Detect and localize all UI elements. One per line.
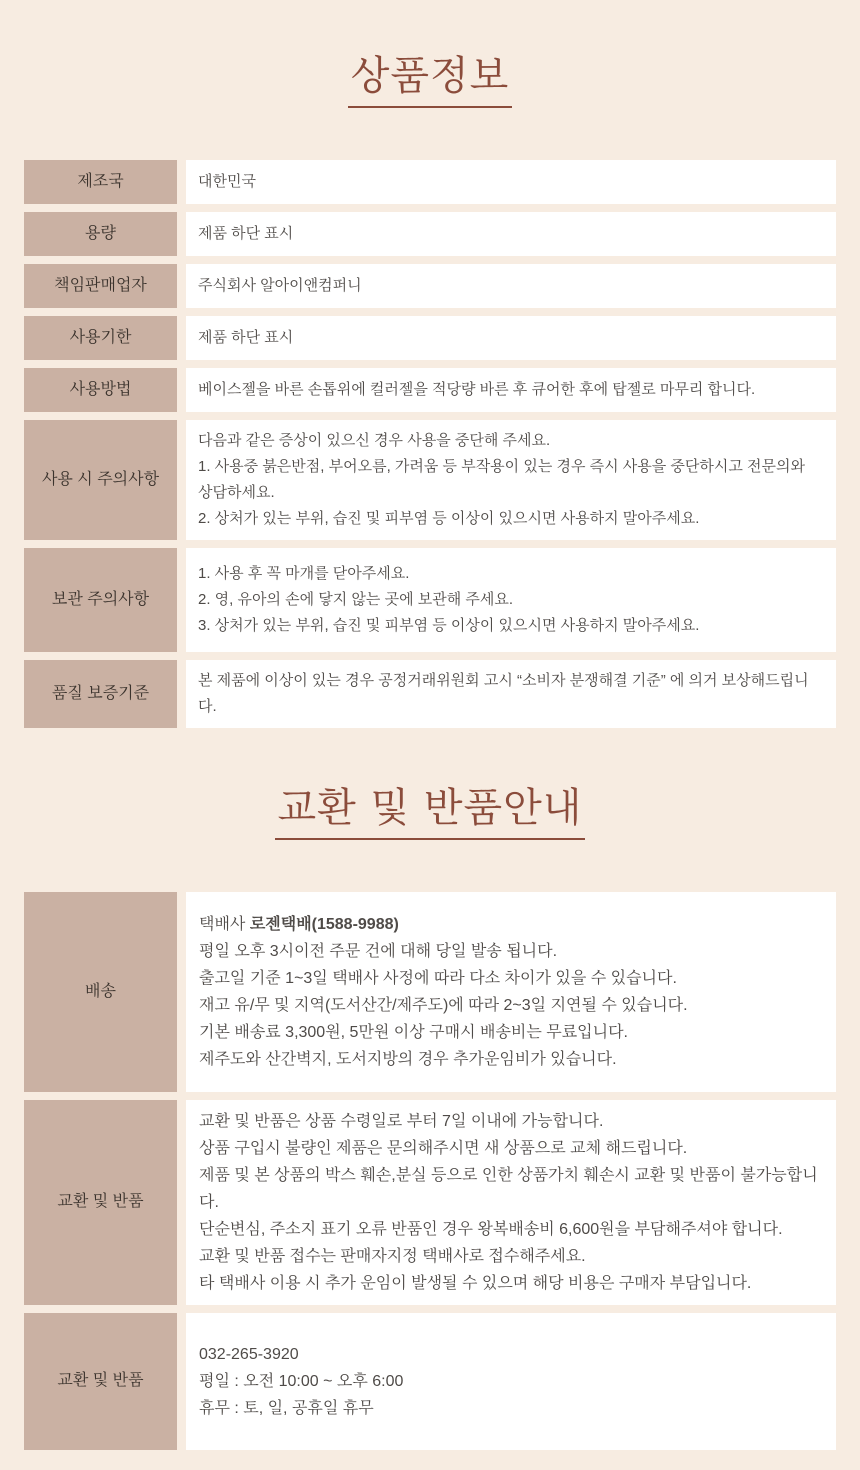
row-value — [186, 160, 836, 204]
row-value-line: 1. 사용 후 꼭 마개를 닫아주세요. — [198, 565, 410, 582]
table-row-seller — [24, 264, 836, 308]
exchange-return-title — [24, 786, 836, 840]
row-value-line: 베이스젤을 바른 손톱위에 컬러젤을 적당량 바른 후 큐어한 후에 탑젤로 마무리 합니다. — [198, 381, 756, 398]
row-value — [186, 892, 836, 1092]
row-value — [186, 368, 836, 412]
exchange-return-table — [24, 892, 836, 1450]
contact-phone-number: 032-265-3920 — [199, 1346, 299, 1363]
row-value — [186, 264, 836, 308]
row-value-line: 1. 사용중 붉은반점, 부어오름, 가려움 등 부작용이 있는 경우 즉시 사용을 중단하시고 전문의와 상담하세요. — [198, 458, 805, 501]
table-row-expiry — [24, 316, 836, 360]
row-value-line: 주식회사 알아이앤컴퍼니 — [198, 277, 362, 294]
row-value-line: 다음과 같은 증상이 있으신 경우 사용을 중단해 주세요. — [198, 432, 551, 449]
product-info-title — [24, 54, 836, 108]
row-value-line: 단순변심, 주소지 표기 오류 반품인 경우 왕복배송비 6,600원을 부담해주셔야 합니다. — [199, 1221, 783, 1238]
row-value-line: 2. 상처가 있는 부위, 습진 및 피부염 등 이상이 있으시면 사용하지 말아주세요. — [198, 510, 700, 527]
row-value-line: 상품 구입시 불량인 제품은 문의해주시면 새 상품으로 교체 해드립니다. — [199, 1140, 688, 1157]
row-label: 교환 및 반품 — [24, 1313, 177, 1450]
row-label: 제조국 — [24, 160, 177, 204]
row-value — [186, 420, 836, 540]
table-row-exchange-return-contact — [24, 1313, 836, 1450]
table-row-shipping — [24, 892, 836, 1092]
table-row-quality-guarantee — [24, 660, 836, 728]
table-row-storage-caution — [24, 548, 836, 652]
contact-holiday-info: 휴무 : 토, 일, 공휴일 휴무 — [199, 1400, 374, 1417]
courier-prefix: 택배사 — [199, 916, 250, 933]
row-value-line: 재고 유/무 및 지역(도서산간/제주도)에 따라 2~3일 지연될 수 있습니다. — [199, 997, 688, 1014]
row-label: 사용방법 — [24, 368, 177, 412]
row-value-line: 대한민국 — [198, 173, 256, 190]
row-value-line: 3. 상처가 있는 부위, 습진 및 피부염 등 이상이 있으시면 사용하지 말아주세요. — [198, 617, 700, 634]
courier-name-phone: 로젠택배(1588-9988) — [249, 916, 399, 933]
row-value-line: 제주도와 산간벽지, 도서지방의 경우 추가운임비가 있습니다. — [199, 1051, 617, 1068]
contact-weekday-hours: 평일 : 오전 10:00 ~ 오후 6:00 — [199, 1373, 404, 1390]
row-label: 사용 시 주의사항 — [24, 420, 177, 540]
product-info-title-text: 상품정보 — [348, 54, 513, 108]
row-value-line: 타 택배사 이용 시 추가 운임이 발생될 수 있으며 해당 비용은 구매자 부담입니다. — [199, 1275, 752, 1292]
row-value-line — [199, 911, 818, 938]
row-label: 품질 보증기준 — [24, 660, 177, 728]
row-label: 책임판매업자 — [24, 264, 177, 308]
row-label: 교환 및 반품 — [24, 1100, 177, 1305]
row-value-line: 제품 하단 표시 — [198, 225, 294, 242]
row-value — [186, 316, 836, 360]
table-row-usage — [24, 368, 836, 412]
product-info-table — [24, 160, 836, 728]
row-label: 사용기한 — [24, 316, 177, 360]
row-value-line: 출고일 기준 1~3일 택배사 사정에 따라 다소 차이가 있을 수 있습니다. — [199, 970, 677, 987]
table-row-manufacture-country — [24, 160, 836, 204]
row-label: 배송 — [24, 892, 177, 1092]
table-row-usage-caution — [24, 420, 836, 540]
row-value-line: 제품 하단 표시 — [198, 329, 294, 346]
row-value-line: 교환 및 반품 접수는 판매자지정 택배사로 접수해주세요. — [199, 1248, 586, 1265]
row-value — [186, 660, 836, 728]
row-value-line: 교환 및 반품은 상품 수령일로 부터 7일 이내에 가능합니다. — [199, 1113, 604, 1130]
row-value-line: 평일 오후 3시이전 주문 건에 대해 당일 발송 됩니다. — [199, 943, 558, 960]
row-value-line: 2. 영, 유아의 손에 닿지 않는 곳에 보관해 주세요. — [198, 591, 514, 608]
row-label: 용량 — [24, 212, 177, 256]
row-value — [186, 212, 836, 256]
row-value-line: 기본 배송료 3,300원, 5만원 이상 구매시 배송비는 무료입니다. — [199, 1024, 628, 1041]
table-row-capacity — [24, 212, 836, 256]
row-value-line: 본 제품에 이상이 있는 경우 공정거래위원회 고시 “소비자 분쟁해결 기준” 에 의거 보상해드립니다. — [198, 672, 809, 715]
table-row-exchange-return-policy — [24, 1100, 836, 1305]
row-value — [186, 1100, 836, 1305]
row-value — [186, 1313, 836, 1450]
exchange-return-title-text: 교환 및 반품안내 — [275, 786, 586, 840]
row-value — [186, 548, 836, 652]
row-label: 보관 주의사항 — [24, 548, 177, 652]
row-value-line: 제품 및 본 상품의 박스 훼손,분실 등으로 인한 상품가치 훼손시 교환 및 반품이 불가능합니다. — [199, 1167, 818, 1211]
